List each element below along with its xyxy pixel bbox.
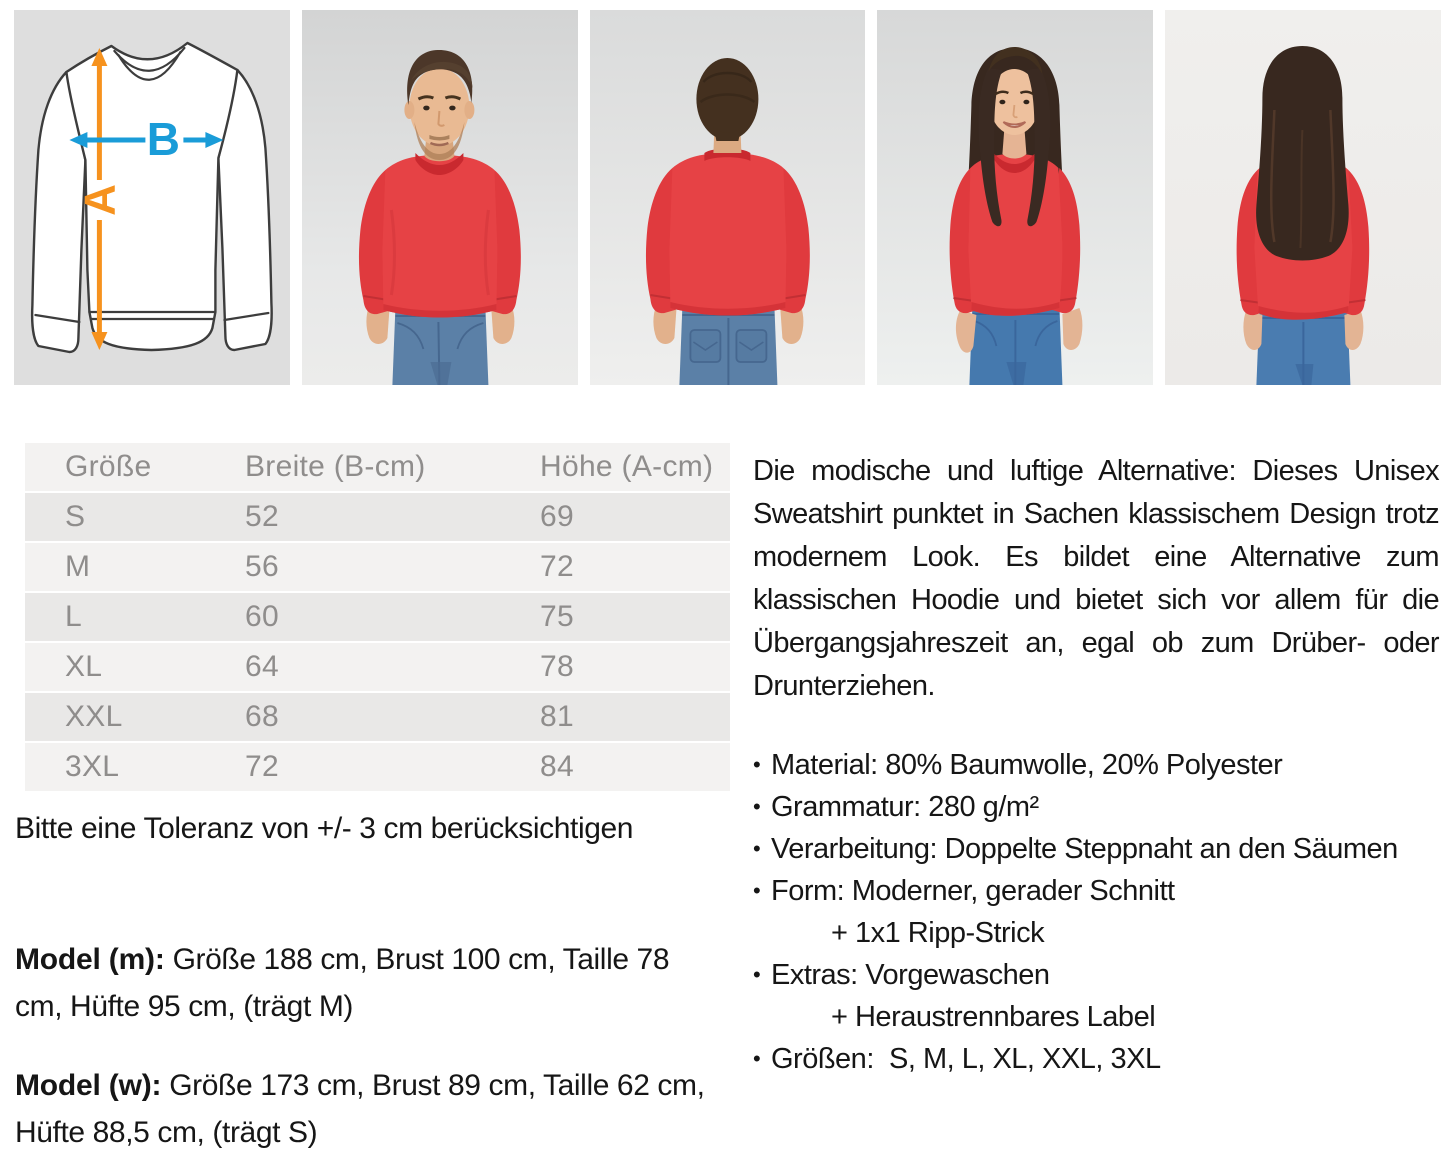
feature-item (753, 870, 1445, 954)
model-m-info (15, 936, 723, 1030)
product-photo-woman-back (1165, 10, 1441, 385)
product-image-gallery (14, 10, 1441, 385)
size-diagram-panel (14, 10, 290, 385)
size-table-cell: 72 (540, 550, 574, 583)
bullet-dot-icon: • (753, 962, 761, 987)
size-table-header-cell: Höhe (A-cm) (540, 450, 714, 483)
size-table-cell: 75 (540, 600, 574, 633)
size-table-cell: 84 (540, 750, 574, 783)
size-table-row (25, 492, 730, 542)
bullet-dot-icon: • (753, 836, 761, 861)
size-table-header-cell: Größe (65, 450, 152, 483)
product-photo-man-back (590, 10, 866, 385)
model-m-label: Model (m): (15, 943, 165, 976)
feature-text: Form: Moderner, gerader Schnitt (771, 875, 1175, 907)
model-w-text: Größe 173 cm, Brust 89 cm, Taille 62 cm, Hüfte 88,5 cm, (trägt S) (15, 1069, 705, 1149)
feature-extra-text: + 1x1 Ripp-Strick (831, 917, 1045, 949)
feature-item (753, 1038, 1445, 1080)
woman-front-photo (877, 10, 1153, 385)
size-table-row (25, 642, 730, 692)
bullet-dot-icon: • (753, 878, 761, 903)
size-table-row (25, 692, 730, 742)
size-table-cell: 64 (245, 650, 279, 683)
bullet-dot-icon: • (753, 752, 761, 777)
size-table-header-cell: Breite (B-cm) (245, 450, 426, 483)
size-table-cell: 56 (245, 550, 279, 583)
product-photo-man-front (302, 10, 578, 385)
size-table-cell: XL (65, 650, 103, 683)
feature-text: Größen: S, M, L, XL, XXL, 3XL (771, 1043, 1161, 1075)
model-m-text: Größe 188 cm, Brust 100 cm, Taille 78 cm, Hüfte 95 cm, (trägt M) (15, 943, 670, 1023)
dimension-a-label: A (75, 184, 125, 216)
feature-text: Extras: Vorgewaschen (771, 959, 1050, 991)
feature-text: Verarbeitung: Doppelte Steppnaht an den Säumen (771, 833, 1398, 865)
product-description: Die modische und luftige Alternative: Dieses Unisex Sweatshirt punktet in Sachen klassischem Design trotz modernem Look. Es bildet eine Alternative zum klassischen Hoodie und bietet sich vor allem für die Übergangsjahreszeit an, egal ob zum Drüber- oder Drunterziehen. (753, 455, 1439, 702)
bullet-dot-icon: • (753, 794, 761, 819)
size-table-cell: 3XL (65, 750, 120, 783)
size-table-row (25, 542, 730, 592)
size-table-cell: L (65, 600, 82, 633)
feature-item (753, 744, 1445, 786)
dimension-b-label: B (146, 113, 181, 165)
size-table-cell: 69 (540, 500, 574, 533)
feature-item (753, 954, 1445, 1038)
model-w-info (15, 1062, 723, 1156)
size-table-cell: 72 (245, 750, 279, 783)
man-front-photo (302, 10, 578, 385)
size-table-row (25, 742, 730, 791)
sweatshirt-measure-diagram-icon (14, 10, 290, 385)
size-table-row (25, 592, 730, 642)
feature-text: Material: 80% Baumwolle, 20% Polyester (771, 749, 1283, 781)
feature-list (753, 744, 1445, 1080)
man-back-photo (590, 10, 866, 385)
size-table-cell: 52 (245, 500, 279, 533)
feature-extra-text: + Heraustrennbares Label (831, 1001, 1156, 1033)
size-table-cell: 60 (245, 600, 279, 633)
size-table-cell: XXL (65, 700, 123, 733)
size-table-cell: S (65, 500, 86, 533)
woman-back-photo (1165, 10, 1441, 385)
feature-item (753, 828, 1445, 870)
size-table-cell: 78 (540, 650, 574, 683)
feature-item (753, 786, 1445, 828)
tolerance-note: Bitte eine Toleranz von +/- 3 cm berücksichtigen (15, 812, 634, 845)
size-table-cell: 68 (245, 700, 279, 733)
size-table (25, 443, 730, 791)
size-table-body (25, 492, 730, 791)
size-table-cell: M (65, 550, 91, 583)
size-table-cell: 81 (540, 700, 574, 733)
product-photo-woman-front (877, 10, 1153, 385)
feature-text: Grammatur: 280 g/m² (771, 791, 1039, 823)
model-w-label: Model (w): (15, 1069, 162, 1102)
size-table-header-row (25, 443, 730, 492)
bullet-dot-icon: • (753, 1046, 761, 1071)
